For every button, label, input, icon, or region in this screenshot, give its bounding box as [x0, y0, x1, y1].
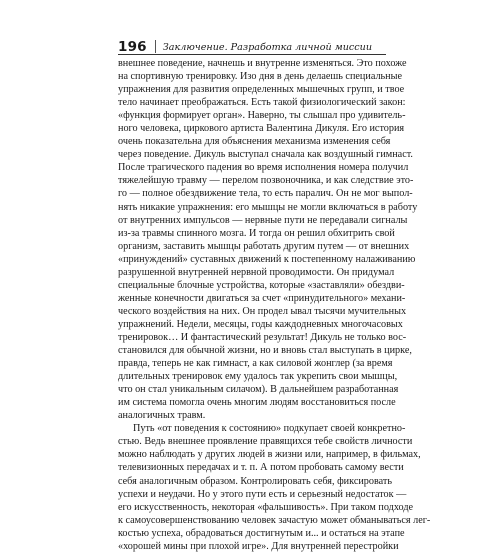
header-rule: [118, 54, 386, 55]
text-line: можно наблюдать у других людей в жизни или, например, в фильмах,: [118, 449, 421, 461]
text-line: внешнее поведение, начнешь и внутренне изменяться. Это похоже: [118, 58, 407, 69]
text-line: тренировок… И фантастический результат! Дикуль не только вос-: [118, 331, 407, 343]
text-line: ного человека, циркового артиста Валентина Дикуля. Его история: [118, 123, 405, 135]
text-line: «функция формирует орган». Наверно, ты слышал про удивитель-: [118, 110, 406, 122]
text-line: от внутренних импульсов — нервные пути не передавали сигналы: [118, 214, 408, 226]
text-line: к самоусовершенствованию человек зачастую может обманываться лег-: [118, 514, 431, 526]
text-line: тяжелейшую травму — перелом позвоночника, и как следствие это-: [118, 175, 414, 187]
text-line: специальные блочные устройства, которые «заставляли» обездви-: [118, 279, 405, 291]
header-separator: [155, 40, 156, 53]
text-line: го — полное обездвижение тела, то есть паралич. Он не мог выпол-: [118, 188, 413, 200]
text-line: себя аналогичным образом. Контролировать себя, фиксировать: [118, 475, 393, 487]
text-line: женные конечности двигаться за счет «принудительного» механи-: [118, 292, 406, 304]
text-line: успехи и неудачи. Но у этого пути есть и серьезный недостаток —: [118, 488, 407, 500]
text-line: из-за травмы спинного мозга. И тогда он решил обхитрить свой: [118, 227, 395, 239]
text-line: тело начинает преображаться. Есть такой физиологический закон:: [118, 97, 406, 109]
text-line: разрушенной внутренней нервной проводимости. Он придумал: [118, 266, 395, 278]
text-line: костью успеха, обрадоваться достигнутым и... и остаться на этапе: [118, 527, 405, 539]
text-line: аналогичных травм.: [118, 410, 206, 422]
text-line: его искусственность, некоторая «фальшивость». При таком подходе: [118, 501, 414, 513]
running-header: [118, 36, 404, 55]
body-text: [118, 57, 431, 553]
text-line: через поведение. Дикуль выступал сначала как воздушный гимнаст.: [118, 149, 413, 161]
text-line: Путь «от поведения к состоянию» подкупает своей конкретно-: [133, 423, 406, 435]
text-line: ческого воздействия на них. Он продел ывал тысячи мучительных: [118, 305, 407, 317]
text-line: организм, заставить мышцы работать другим путем — от внешних: [118, 240, 410, 252]
text-line: «принуждений» суставных движений к постепенному налаживанию: [118, 253, 416, 265]
text-line: После трагического падения во время исполнения номера получил: [118, 162, 409, 174]
text-line: правда, теперь не как гимнаст, а как силовой жонглер (за время: [118, 358, 393, 370]
text-line: телевизионных передачах и т. п. А потом пробовать самому вести: [118, 462, 404, 474]
page-number: 196: [118, 39, 147, 55]
text-line: длительных тренировок ему удалось так укрепить свои мышцы,: [118, 371, 398, 383]
section-title: Заключение. Разработка личной миссии: [162, 42, 372, 53]
text-line: на спортивную тренировку. Изо дня в день делаешь специальные: [118, 71, 402, 83]
text-line: стью. Ведь внешнее проявление правящихся тебе свойств личности: [118, 436, 413, 448]
text-line: упражнения для развития определенных мышечных групп, и твое: [118, 84, 405, 96]
text-line: очень показательна для объяснения механизма изменения себя: [118, 136, 391, 148]
text-line: становился для обычной жизни, но и вновь стал выступать в цирке,: [118, 345, 412, 357]
text-line: упражнений. Недели, месяцы, годы каждодневных многочасовых: [118, 318, 403, 330]
text-line: нять никакие упражнения: его мышцы не могли включаться в работу: [118, 201, 418, 213]
text-line: им система помогла очень многим людям восстановиться после: [118, 397, 396, 409]
text-line: «хорошей мины при плохой игре». Для внутренней перестройки: [118, 540, 399, 552]
text-line: что он стал уникальным силачом). В дальнейшем разработанная: [118, 384, 399, 396]
